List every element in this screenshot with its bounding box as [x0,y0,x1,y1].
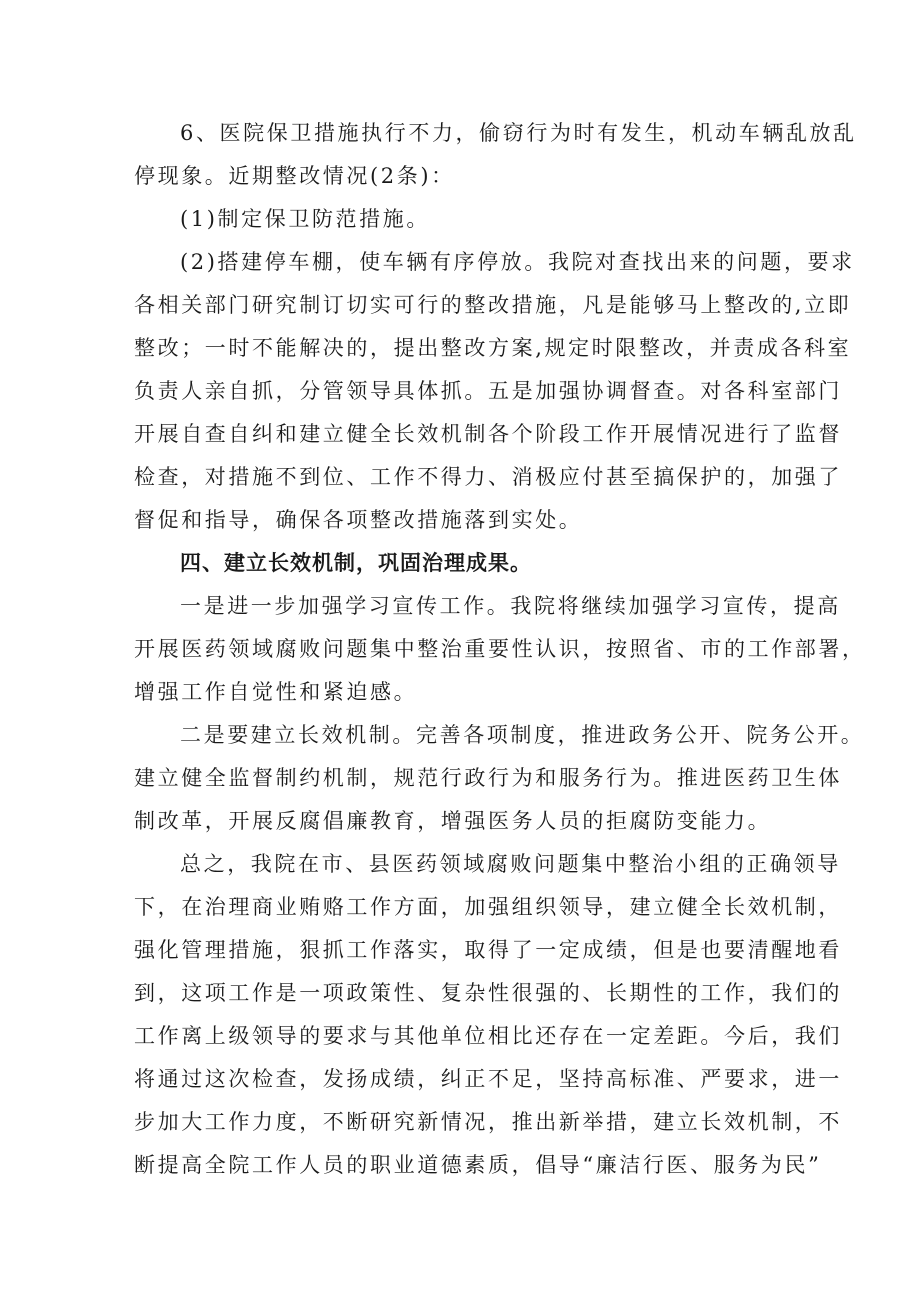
text-line: 下，在治理商业贿赂工作方面，加强组织领导，建立健全长效机制， [134,895,842,919]
text-line: 二是要建立长效机制。完善各项制度，推进政务公开、院务公开。 [180,723,865,747]
text-line: 将通过这次检查，发扬成绩，纠正不足，坚持高标准、严要求，进一 [134,1067,842,1091]
text-line: (2)搭建停车棚，使车辆有序停放。我院对查找出来的问题，要求 [180,250,855,274]
text-line: 整改；一时不能解决的，提出整改方案,规定时限整改，并责成各科室 [134,336,852,360]
section-heading: 四、建立长效机制，巩固治理成果。 [180,551,532,575]
text-line: 增强工作自觉性和紧迫感。 [134,680,418,704]
text-line: 步加大工作力度，不断研究新情况，推出新举措，建立长效机制，不 [134,1110,842,1134]
text-line: 检查，对措施不到位、工作不得力、消极应付甚至搞保护的，加强了 [134,465,842,489]
text-line: 一是进一步加强学习宣传工作。我院将继续加强学习宣传，提高 [180,594,841,618]
text-line: 停现象。近期整改情况(2条)： [134,164,455,188]
text-line: 断提高全院工作人员的职业道德素质，倡导“廉洁行医、服务为民” [134,1153,822,1177]
text-line: 总之，我院在市、县医药领域腐败问题集中整治小组的正确领导 [180,852,841,876]
text-line: 开展自查自纠和建立健全长效机制各个阶段工作开展情况进行了监督 [134,422,842,446]
text-line: 督促和指导，确保各项整改措施落到实处。 [134,508,583,532]
text-line: 到，这项工作是一项政策性、复杂性很强的、长期性的工作，我们的 [134,981,842,1005]
text-line: 6、医院保卫措施执行不力，偷窃行为时有发生，机动车辆乱放乱 [180,121,857,145]
text-line: 建立健全监督制约机制，规范行政行为和服务行为。推进医药卫生体 [134,766,842,790]
text-line: 开展医药领域腐败问题集中整治重要性认识，按照省、市的工作部署， [134,637,866,661]
text-line: 工作离上级领导的要求与其他单位相比还存在一定差距。今后，我们 [134,1024,842,1048]
text-line: 各相关部门研究制订切实可行的整改措施，凡是能够马上整改的,立即 [134,293,852,317]
text-line: 制改革，开展反腐倡廉教育，增强医务人员的拒腐防变能力。 [134,809,772,833]
text-line: (1)制定保卫防范措施。 [180,207,430,231]
text-line: 强化管理措施，狠抓工作落实，取得了一定成绩，但是也要清醒地看 [134,938,842,962]
document-body [134,112,866,1187]
text-line: 负责人亲自抓，分管领导具体抓。五是加强协调督查。对各科室部门 [134,379,842,403]
